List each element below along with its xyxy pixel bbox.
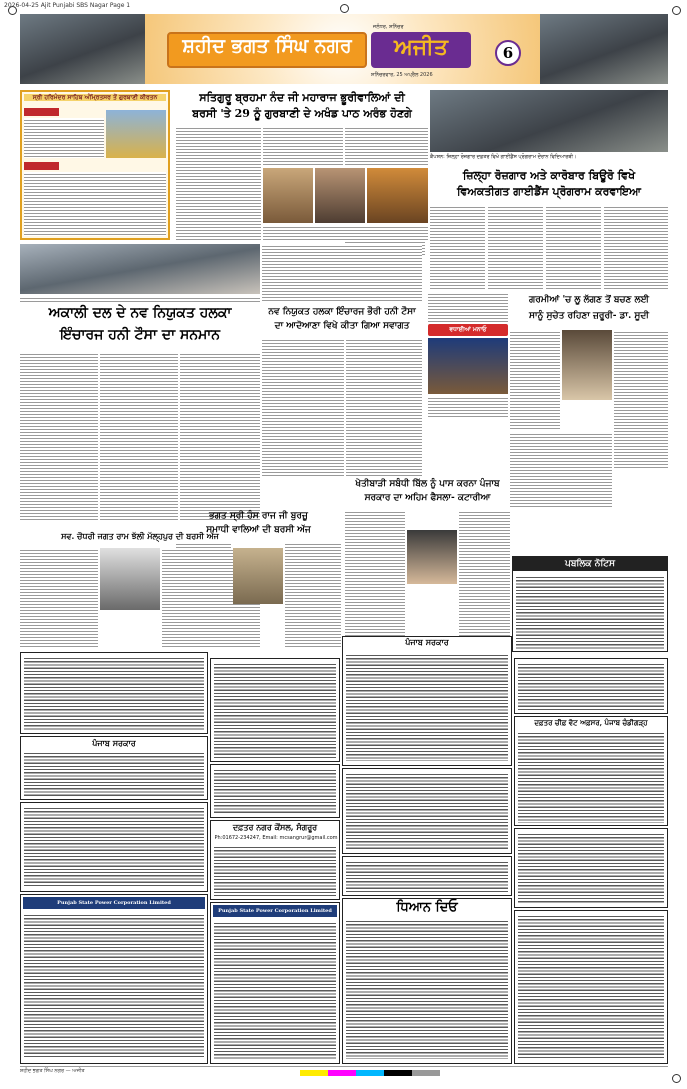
masthead-title: ਸ਼ਹੀਦ ਭਗਤ ਸਿੰਘ ਨਗਰ	[182, 35, 352, 57]
minister-photo	[407, 530, 457, 584]
ad-chief-office-body	[518, 731, 664, 823]
ad-right-3	[514, 828, 668, 908]
promo-box	[20, 90, 170, 240]
footer-text: ਸ਼ਹੀਦ ਭਗਤ ਸਿੰਘ ਨਗਰ — ਅਜੀਤ	[20, 1068, 85, 1074]
story5-badge	[428, 324, 508, 336]
group-photo	[20, 244, 260, 294]
story2-headline-2: ਵਿਅਕਤੀਗਤ ਗਾਈਡੈਂਸ ਪ੍ਰੋਗਰਾਮ ਕਰਵਾਇਆ	[456, 185, 642, 198]
masthead-right-photo	[540, 14, 668, 84]
masthead-left-photo	[20, 14, 145, 84]
ad-mid-2	[210, 764, 340, 818]
story8-col2	[285, 542, 341, 648]
story4-headline-2: ਦਾ ਆਦੋਆਣਾ ਵਿਖੇ ਕੀਤਾ ਗਿਆ ਸਵਾਗਤ	[274, 321, 410, 331]
story5-col1	[510, 330, 560, 430]
story5-headline-2: ਸਾਨੂੰ ਸੁਚੇਤ ਰਹਿਣਾ ਜ਼ਰੂਰੀ- ਡਾ. ਸੂਦੀ	[528, 311, 650, 321]
story4-body-top	[262, 244, 422, 302]
story2-photo	[430, 90, 668, 152]
print-strip: 2026-04-25 Ajit Punjabi SBS Nagar Page 1	[4, 2, 131, 9]
ad-govt-small-body	[24, 751, 204, 797]
masthead-brand: ਅਜੀਤ	[394, 34, 448, 60]
story5-col3	[614, 330, 668, 470]
ad-nagar-council-body	[214, 845, 336, 897]
ad-mid-2-body	[214, 768, 336, 814]
story3-col1	[20, 352, 98, 522]
ad-nagar-council-phone: Ph:01672-234247, Email: mcsangrur@gmail.com	[214, 835, 338, 841]
story7-photo	[100, 548, 160, 610]
promo-tag-tv	[24, 162, 59, 170]
story2-col2	[488, 205, 543, 290]
masthead-date: ਸ਼ਨਿੱਚਰਵਾਰ, 25 ਅਪ੍ਰੈਲ 2026	[371, 72, 433, 78]
ad-mid-3	[342, 768, 512, 854]
ad-dhyan-dein-body	[346, 919, 508, 1059]
story2-caption: ਕੈਪਸ਼ਨ: ਜ਼ਿਲ੍ਹਾ ਰੋਜ਼ਗਾਰ ਦਫ਼ਤਰ ਵਿਖੇ ਗਾਈਡੈਂਸ ਪ੍ਰੋਗਰਾਮ ਦੌਰਾਨ ਵਿਦਿਆਰਥੀ।	[430, 154, 577, 160]
story5-person-photo	[428, 338, 508, 394]
public-notice-body	[516, 575, 664, 649]
ad-punjab-sarkar-title: ਪੰਜਾਬ ਸਰਕਾਰ	[343, 637, 511, 649]
masthead-place: ਜਲੰਧਰ, ਸ਼ਨਿੱਚਰ	[373, 24, 404, 30]
ad-mid-4-body	[346, 860, 508, 892]
ad-govt-small-title: ਪੰਜਾਬ ਸਰਕਾਰ	[92, 738, 136, 748]
ad-chief-office-title: ਦਫ਼ਤਰ ਚੀਫ਼ ਵੋਟ ਅਫ਼ਸਰ, ਪੰਜਾਬ ਚੰਡੀਗੜ੍ਹ	[534, 718, 648, 727]
story8-headline-1: ਭਗਤ ਸ੍ਰੀ ਹੰਸ ਰਾਜ ਜੀ ਬੁਰਜ਼ੂ	[209, 511, 308, 521]
masthead-banner	[145, 14, 540, 84]
ad-dhyan-dein	[342, 898, 512, 1064]
ad-right-4-body	[518, 914, 664, 1060]
ad-left-1	[20, 652, 208, 734]
ad-right-4	[514, 910, 668, 1064]
story4-headline-1: ਨਵ ਨਿਯੁਕਤ ਹਲਕਾ ਇੰਚਾਰਜ ਭੌਰੀ ਹਨੀ ਟੌਸਾ	[268, 307, 416, 317]
ad-right-3-body	[518, 832, 664, 904]
ad-nagar-council	[210, 820, 340, 900]
story8-photo	[233, 548, 283, 604]
saint-photo-3	[367, 168, 428, 223]
story3-col2	[100, 352, 178, 522]
story5-col-top	[428, 292, 508, 322]
story2-col1	[430, 205, 485, 290]
story6-headline-1: ਖੇਤੀਬਾੜੀ ਸਬੰਧੀ ਬਿੱਲ ਨੂੰ ਪਾਸ ਕਰਨਾ ਪੰਜਾਬ	[355, 479, 500, 489]
ad-right-1	[514, 658, 668, 714]
ad-nagar-council-title: ਦਫ਼ਤਰ ਨਗਰ ਕੌਂਸਲ, ਸੰਗਰੂਰ	[232, 822, 318, 832]
promo-text	[24, 118, 104, 158]
story8-headline-2: ਸਮਾਧੀ ਵਾਲਿਆਂ ਦੀ ਬਰਸੀ ਅੱਜ	[206, 525, 311, 535]
story5-photo-caption	[428, 396, 508, 418]
ad-punjab-sarkar	[342, 636, 512, 766]
ad-right-1-body	[518, 662, 664, 710]
group-photo-caption	[20, 296, 260, 302]
ad-left-3-body	[24, 806, 204, 888]
ad-mid-1-body	[214, 662, 336, 758]
story1-headline-2: ਬਰਸੀ 'ਤੇ 29 ਨੂੰ ਗੁਰਬਾਣੀ ਦੇ ਅਖੰਡ ਪਾਠ ਅਰੰਭ ਹੋਣਗੇ	[192, 107, 412, 120]
story3-headline-1: ਅਕਾਲੀ ਦਲ ਦੇ ਨਵ ਨਿਯੁਕਤ ਹਲਕਾ	[48, 305, 232, 321]
registration-mark-tr	[672, 6, 681, 15]
ad-pspcl2-header	[213, 905, 337, 917]
registration-mark-tc	[340, 4, 349, 13]
story4-col1	[262, 338, 344, 478]
saint-photo-1	[263, 168, 313, 223]
ad-mid-4	[342, 856, 512, 896]
ad-left-1-body	[24, 656, 204, 730]
ad-pspcl	[20, 894, 208, 1064]
ad-govt-small	[20, 736, 208, 800]
story2-col4	[604, 205, 668, 290]
ad-punjab-sarkar-body	[346, 653, 508, 761]
ad-mid-3-body	[346, 772, 508, 850]
story2-headline-1: ਜ਼ਿਲ੍ਹਾ ਰੋਜ਼ਗਾਰ ਅਤੇ ਕਾਰੋਬਾਰ ਬਿਊਰੋ ਵਿਖੇ	[462, 169, 636, 182]
registration-mark-br	[672, 1074, 681, 1083]
story6-col3	[459, 510, 510, 636]
story1-col3	[345, 126, 428, 166]
ad-pspcl2-title: Punjab State Power Corporation Limited	[218, 908, 332, 914]
ad-pspcl2-body	[214, 921, 336, 1059]
story6-col1	[345, 510, 405, 636]
story1-col2	[263, 126, 343, 166]
story6-headline-2: ਸਰਕਾਰ ਦਾ ਅਹਿਮ ਫੈਸਲਾ- ਕਟਾਰੀਆ	[364, 493, 491, 503]
story7-headline: ਸਵ. ਚੌਧਰੀ ਜਗਤ ਰਾਮ ਝੱਲੀ ਮੱਲ੍ਹਪੁਰ ਦੀ ਬਰਸੀ ਅੱਜ	[61, 531, 219, 541]
story1-headline-1: ਸਤਿਗੁਰੂ ਬ੍ਰਹਮਾ ਨੰਦ ਜੀ ਮਹਾਰਾਜ ਭੂਰੀਵਾਲਿਆਂ ਦੀ	[199, 91, 405, 104]
ad-dhyan-dein-title: ਧਿਆਨ ਦਿਓ	[396, 900, 458, 915]
registration-mark-tl	[8, 6, 17, 15]
promo-tag-radio	[24, 108, 59, 116]
page-number: 6	[495, 40, 521, 66]
story1-col1	[176, 126, 261, 241]
story5-badge-text: ਵਧਾਈਆਂ ਮਨਾਓ	[449, 326, 487, 333]
ad-pspcl-title: Punjab State Power Corporation Limited	[57, 900, 171, 906]
saint-photo-2	[315, 168, 365, 223]
ad-pspcl-header	[23, 897, 205, 909]
ad-chief-office	[514, 716, 668, 826]
story2-col3	[546, 205, 601, 290]
story5-col2	[510, 432, 612, 508]
golden-temple-photo	[106, 110, 166, 158]
story8-col1	[176, 542, 231, 648]
ad-left-3	[20, 802, 208, 892]
ad-pspcl2	[210, 902, 340, 1064]
public-notice-title: ਪਬਲਿਕ ਨੋਟਿਸ	[513, 557, 667, 571]
promo-title: ਸ੍ਰੀ ਹਰਿਮੰਦਰ ਸਾਹਿਬ ਅੰਮ੍ਰਿਤਸਰ ਤੋਂ ਗੁਰਬਾਣੀ ਕੀਰਤਨ	[24, 94, 166, 101]
story5-headline-1: ਗਰਮੀਆਂ 'ਚ ਲੂ ਲੱਗਣ ਤੋਂ ਬਚਣ ਲਈ	[529, 295, 649, 305]
ad-mid-1	[210, 658, 340, 762]
color-bar	[300, 1070, 440, 1076]
story7-col1	[20, 548, 98, 648]
story3-col3	[180, 352, 260, 522]
promo-schedule	[24, 172, 166, 236]
story3-headline-2: ਇੰਚਾਰਜ ਹਨੀ ਟੌਸਾ ਦਾ ਸਨਮਾਨ	[59, 327, 221, 343]
story4-col2	[346, 338, 422, 478]
doctor-photo	[562, 330, 612, 400]
ad-pspcl-body	[24, 913, 204, 1059]
public-notice	[512, 556, 668, 652]
